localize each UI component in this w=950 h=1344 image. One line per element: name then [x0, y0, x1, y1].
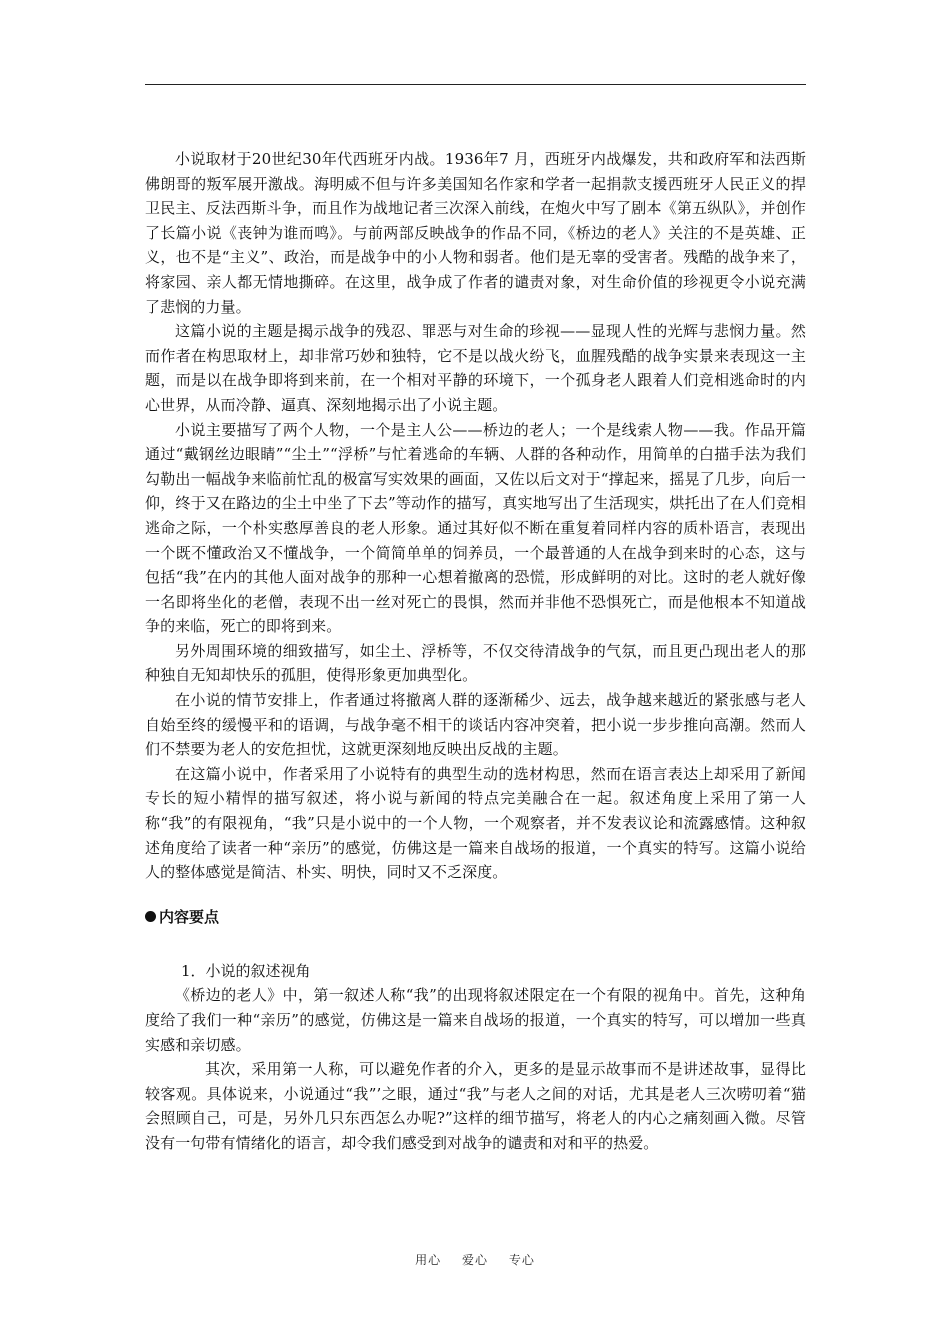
body-paragraph-1: 小说取材于20世纪30年代西班牙内战。1936年7 月，西班牙内战爆发，共和政府军和法西斯佛朗哥的叛军展开激战。海明威不但与许多美国知名作家和学者一起捐款支援西班牙人民正义的捍卫民主、反法西斯斗争，而且作为战地记者三次深入前线，在炮火中写了剧本《第五纵队》，并创作了长篇小说《丧钟为谁而鸣》。与前两部反映战争的作品不同，《桥边的老人》关注的不是英雄、正义，也不是“主义”、政治，而是战争中的小人物和弱者。他们是无辜的受害者。残酷的战争来了，将家园、亲人都无情地撕碎。在这里，战争成了作者的谴责对象，对生命价值的珍视更令小说充满了悲悯的力量。	[145, 150, 806, 316]
footer-word: 专心	[508, 1253, 535, 1267]
page-footer	[0, 1251, 950, 1268]
section-heading	[145, 905, 806, 929]
body-paragraph-5: 在小说的情节安排上，作者通过将撤离人群的逐渐稀少、远去，战争越来越近的紧张感与老人自始至终的缓慢平和的语调，与战争毫不相干的谈话内容冲突着，把小说一步步推向高潮。然而人们不禁要为老人的安危担忧，这就更深刻地反映出反战的主题。	[145, 691, 806, 759]
footer-word: 用心	[415, 1253, 442, 1267]
item-title: 1．小说的叙述视角	[181, 961, 311, 980]
section-heading-text: 内容要点	[159, 907, 220, 926]
item-paragraph-2: 其次，采用第一人称，可以避免作者的介入，更多的是显示故事而不是讲述故事，显得比较客观。具体说来，小说通过“我”’之眼，通过“我”与老人之间的对话，尤其是老人三次唠叨着“猫会照顾自己，可是，另外几只东西怎么办呢?”这样的细节描写，将老人的内心之痛刻画入微。尽管没有一句带有情绪化的语言，却令我们感受到对战争的谴责和对和平的热爱。	[145, 1060, 806, 1152]
item-paragraph-1: 《桥边的老人》中，第一叙述人称“我”的出现将叙述限定在一个有限的视角中。首先，这种角度给了我们一种“亲历”的感觉，仿佛这是一篇来自战场的报道，一个真实的特写，可以增加一些真实感和亲切感。	[145, 986, 806, 1054]
document-body	[145, 147, 806, 1156]
body-paragraph-6: 在这篇小说中，作者采用了小说特有的典型生动的选材构思，然而在语言表达上却采用了新闻专长的短小精悍的描写叙述，将小说与新闻的特点完美融合在一起。叙述角度上采用了第一人称“我”的有限视角，“我”只是小说中的一个人物，一个观察者，并不发表议论和流露感情。这种叙述角度给了读者一种“亲历”的感觉，仿佛这是一篇来自战场的报道，一个真实的特写。这篇小说给人的整体感觉是简洁、朴实、明快，同时又不乏深度。	[145, 764, 806, 882]
bullet-icon	[145, 911, 156, 922]
body-paragraph-4: 另外周围环境的细致描写，如尘土、浮桥等，不仅交待清战争的气氛，而且更凸现出老人的那种独自无知却快乐的孤胆，使得形象更加典型化。	[145, 641, 806, 685]
body-paragraph-2: 这篇小说的主题是揭示战争的残忍、罪恶与对生命的珍视——显现人性的光辉与悲悯力量。然而作者在构思取材上，却非常巧妙和独特，它不是以战火纷飞，血腥残酷的战争实景来表现这一主题，而是以在战争即将到来前，在一个相对平静的环境下，一个孤身老人跟着人们竞相逃命时的内心世界，从而冷静、逼真、深刻地揭示出了小说主题。	[145, 322, 806, 414]
header-rule	[145, 84, 806, 85]
body-paragraph-3: 小说主要描写了两个人物，一个是主人公——桥边的老人；一个是线索人物——我。作品开篇通过“戴钢丝边眼睛”“尘土”“浮桥”与忙着逃命的车辆、人群的各种动作，用简单的白描手法为我们勾勒出一幅战争来临前忙乱的极富写实效果的画面，又佐以后文对于“撑起来，摇晃了几步，向后一仰，终于又在路边的尘土中坐了下去”等动作的描写，真实地写出了生活现实，烘托出了在人们竞相逃命之际，一个朴实憨厚善良的老人形象。通过其好似不断在重复着同样内容的质朴语言，表现出一个既不懂政治又不懂战争，一个简简单单的饲养员，一个最普通的人在战争到来时的心态，这与包括“我”在内的其他人面对战争的那种一心想着撤离的恐慌，形成鲜明的对比。这时的老人就好像一名即将坐化的老僧，表现不出一丝对死亡的畏惧，然而并非他不恐惧死亡，而是他根本不知道战争的来临，死亡的即将到来。	[145, 420, 806, 636]
footer-word: 爱心	[461, 1253, 488, 1267]
